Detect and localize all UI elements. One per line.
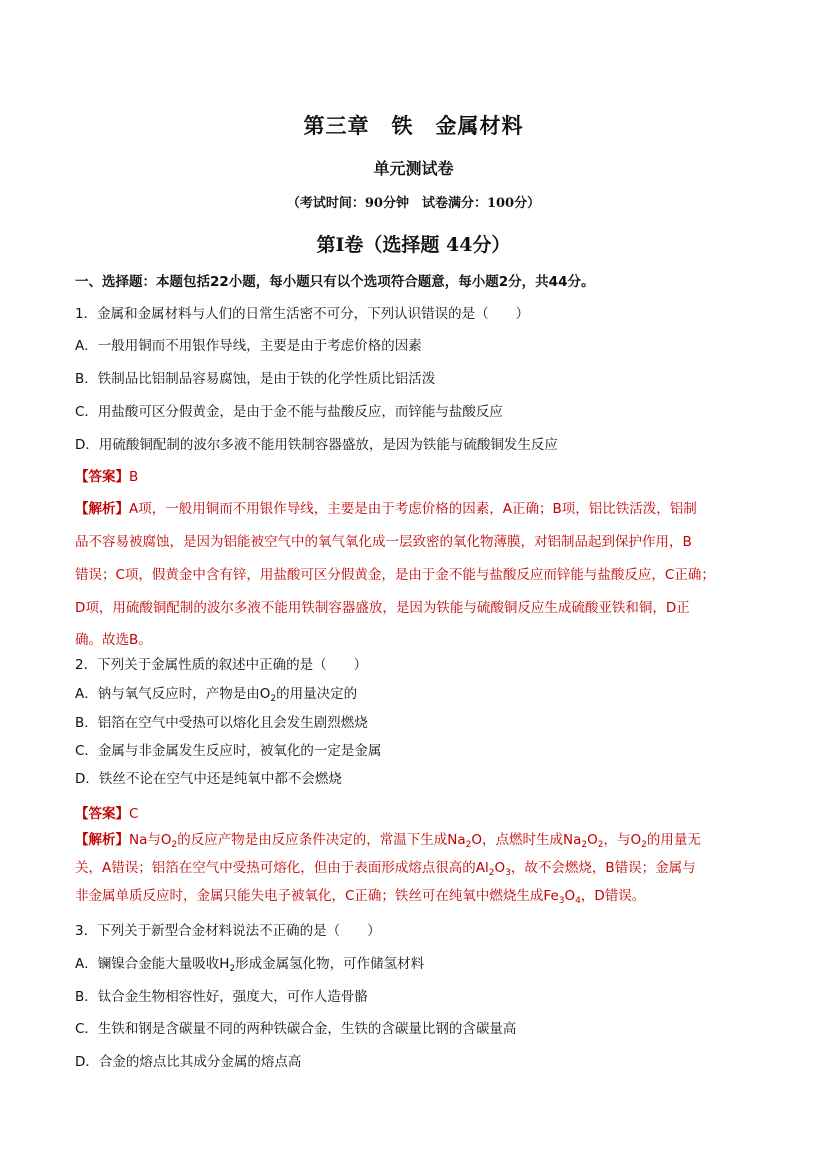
section-title: 第Ⅰ卷（选择题 44分） xyxy=(316,234,511,256)
q2-answer-value: C xyxy=(129,806,139,822)
q1-analysis-line-4: D项，用硫酸铜配制的波尔多液不能用铁制容器盛放，是因为铁能与硫酸铜反应生成硫酸亚铁和铜，D正 xyxy=(75,600,690,616)
q3-option-b: B．钛合金生物相容性好，强度大，可作人造骨骼 xyxy=(75,989,368,1005)
q1-analysis-text-1: A项，一般用铜而不用银作导线，主要是由于考虑价格的因素，A正确；B项，铝比铁活泼，铝制 xyxy=(129,501,697,517)
q2-option-c: C．金属与非金属发生反应时，被氧化的一定是金属 xyxy=(75,743,382,759)
subtitle: 单元测试卷 xyxy=(373,159,454,178)
q2-stem: 2．下列关于金属性质的叙述中正确的是（ ） xyxy=(75,657,368,673)
q2-answer-tag: 【答案】 xyxy=(75,806,129,822)
chapter-topic-metal-materials: 金属材料 xyxy=(435,113,524,138)
chapter-topic-iron: 铁 xyxy=(391,113,414,138)
q1-option-d: D．用硫酸铜配制的波尔多液不能用铁制容器盛放，是因为铁能与硫酸铜发生反应 xyxy=(75,437,558,453)
exam-info: （考试时间：90分钟 试卷满分：100分） xyxy=(286,196,541,211)
q1-answer-value: B xyxy=(129,469,139,485)
q2-answer xyxy=(75,802,775,822)
q1-analysis-line-1 xyxy=(75,497,775,517)
q1-analysis-tag: 【解析】 xyxy=(75,501,129,517)
q2-option-a: A．钠与氧气反应时，产物是由$O_2$的用量决定的 xyxy=(75,686,358,704)
q2-analysis-line-1: 【解析】Na与$O_2$的反应产物是由反应条件决定的，常温下生成$Na_2O$，点燃时生成$Na_2O_2$，与$O_2$的用量无 xyxy=(75,832,701,850)
q1-option-c: C．用盐酸可区分假黄金，是由于金不能与盐酸反应，而锌能与盐酸反应 xyxy=(75,404,503,420)
q2-option-d: D．铁丝不论在空气中还是纯氧中都不会燃烧 xyxy=(75,771,342,787)
q3-option-c: C．生铁和钢是含碳量不同的两种铁碳合金，生铁的含碳量比钢的含碳量高 xyxy=(75,1021,517,1037)
chapter-title xyxy=(0,110,827,140)
q1-option-a: A．一般用铜而不用银作导线，主要是由于考虑价格的因素 xyxy=(75,338,422,354)
q2-analysis-line-3: 非金属单质反应时，金属只能失电子被氧化，C正确；铁丝可在纯氧中燃烧生成$Fe_3O_4$，D错误。 xyxy=(75,888,646,906)
q1-answer-tag: 【答案】 xyxy=(75,469,129,485)
q3-option-a: A．镧镍合金能大量吸收$H_2$形成金属氢化物，可作储氢材料 xyxy=(75,956,425,974)
chapter-label: 第三章 xyxy=(303,113,370,138)
q1-analysis-line-5: 确。故选B。 xyxy=(75,632,152,648)
q1-analysis-line-2: 品不容易被腐蚀，是因为铝能被空气中的氧气氧化成一层致密的氧化物薄膜，对铝制品起到保护作用，B xyxy=(75,534,692,550)
q2-option-b: B．铝箔在空气中受热可以熔化且会发生剧烈燃烧 xyxy=(75,715,368,731)
q2-analysis-tag: 【解析】 xyxy=(75,832,129,848)
q1-answer xyxy=(75,465,775,485)
q1-option-b: B．铁制品比铝制品容易腐蚀，是由于铁的化学性质比铝活泼 xyxy=(75,371,436,387)
q3-option-d: D．合金的熔点比其成分金属的熔点高 xyxy=(75,1054,302,1070)
q1-stem: 1．金属和金属材料与人们的日常生活密不可分，下列认识错误的是（ ） xyxy=(75,306,530,322)
instructions: 一、选择题：本题包括22小题，每小题只有以个选项符合题意，每小题2分，共44分。 xyxy=(75,274,595,290)
q1-analysis-line-3: 错误；C项，假黄金中含有锌，用盐酸可区分假黄金，是由于金不能与盐酸反应而锌能与盐酸反应，C正确； xyxy=(75,567,715,583)
q2-analysis-line-2: 关，A错误；铝箔在空气中受热可熔化，但由于表面形成熔点很高的$Al_2O_3$，故不会燃烧，B错误；金属与 xyxy=(75,860,696,878)
q3-stem: 3．下列关于新型合金材料说法不正确的是（ ） xyxy=(75,923,381,939)
